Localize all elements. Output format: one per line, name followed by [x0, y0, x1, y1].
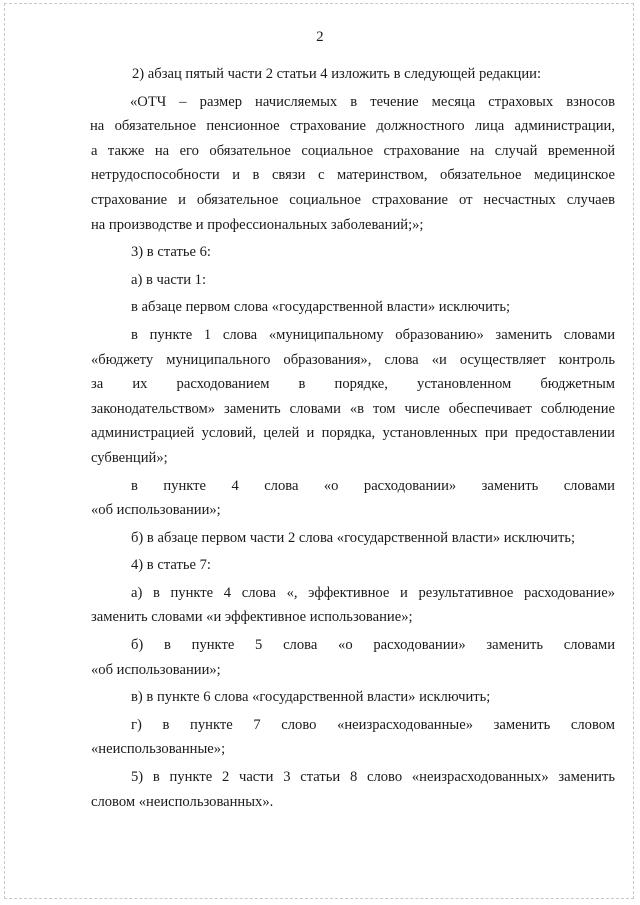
text-line: законодательством» заменить словами «в том числе обеспечивает соблюдение: [91, 400, 615, 417]
text-line: страхование и обязательное социальное страхование от несчастных случаев: [91, 191, 615, 208]
text-line: б) в пункте 5 слова «о расходовании» заменить словами: [131, 637, 615, 654]
paragraph: [91, 240, 615, 265]
text-line: 2) абзац пятый части 2 статьи 4 изложить в следующей редакции:: [132, 66, 542, 82]
text-line: за их расходованием в порядке, установленном бюджетным: [91, 376, 615, 393]
text-line: в) в пункте 6 слова «государственной власти» исключить;: [131, 689, 491, 706]
text-line: а) в пункте 4 слова «, эффективное и результативное расходование»: [131, 584, 615, 601]
document-body: [91, 62, 615, 814]
paragraph: [91, 685, 615, 710]
paragraph: [91, 581, 615, 630]
text-line: «неиспользованные»;: [91, 741, 226, 758]
text-line: администрацией условий, целей и порядка, установленных при предоставлении: [91, 425, 615, 442]
paragraph: [91, 526, 615, 551]
text-line: 4) в статье 7:: [131, 557, 211, 574]
paragraph: [91, 62, 615, 87]
text-line: «ОТЧ – размер начисляемых в течение месяца страховых взносов: [130, 93, 615, 110]
paragraph: [91, 90, 615, 238]
paragraph: [91, 295, 615, 320]
text-line: в пункте 1 слова «муниципальному образованию» заменить словами: [131, 326, 615, 343]
text-line: 3) в статье 6:: [131, 244, 211, 261]
paragraph: [91, 323, 615, 471]
text-line: б) в абзаце первом части 2 слова «государственной власти» исключить;: [131, 529, 576, 546]
text-line: в пункте 4 слова «о расходовании» заменить словами: [131, 477, 615, 494]
text-line: в абзаце первом слова «государственной власти» исключить;: [131, 299, 511, 316]
text-line: заменить словами «и эффективное использование»;: [91, 609, 413, 626]
text-line: «об использовании»;: [91, 661, 221, 678]
paragraph: [91, 553, 615, 578]
text-line: субвенций»;: [91, 449, 168, 466]
paragraph: [91, 633, 615, 682]
text-line: а также на его обязательное социальное страхование на случай временной: [91, 142, 615, 159]
text-line: на обязательное пенсионное страхование должностного лица администрации,: [90, 118, 615, 135]
paragraph: [91, 474, 615, 523]
text-line: 5) в пункте 2 части 3 статьи 8 слово «неизрасходованных» заменить: [131, 769, 615, 786]
text-line: г) в пункте 7 слово «неизрасходованные» заменить словом: [131, 716, 615, 733]
paragraph: [91, 713, 615, 762]
paragraph: [91, 268, 615, 293]
text-line: а) в части 1:: [131, 271, 207, 288]
text-line: «об использовании»;: [91, 502, 221, 519]
text-line: на производстве и профессиональных заболеваний;»;: [91, 216, 424, 233]
page-number: 2: [316, 29, 324, 45]
text-line: «бюджету муниципального образования», слова «и осуществляет контроль: [91, 351, 615, 368]
paragraph: [91, 765, 615, 814]
text-line: словом «неиспользованных».: [91, 793, 274, 810]
text-line: нетрудоспособности и в связи с материнством, обязательное медицинское: [91, 167, 615, 184]
